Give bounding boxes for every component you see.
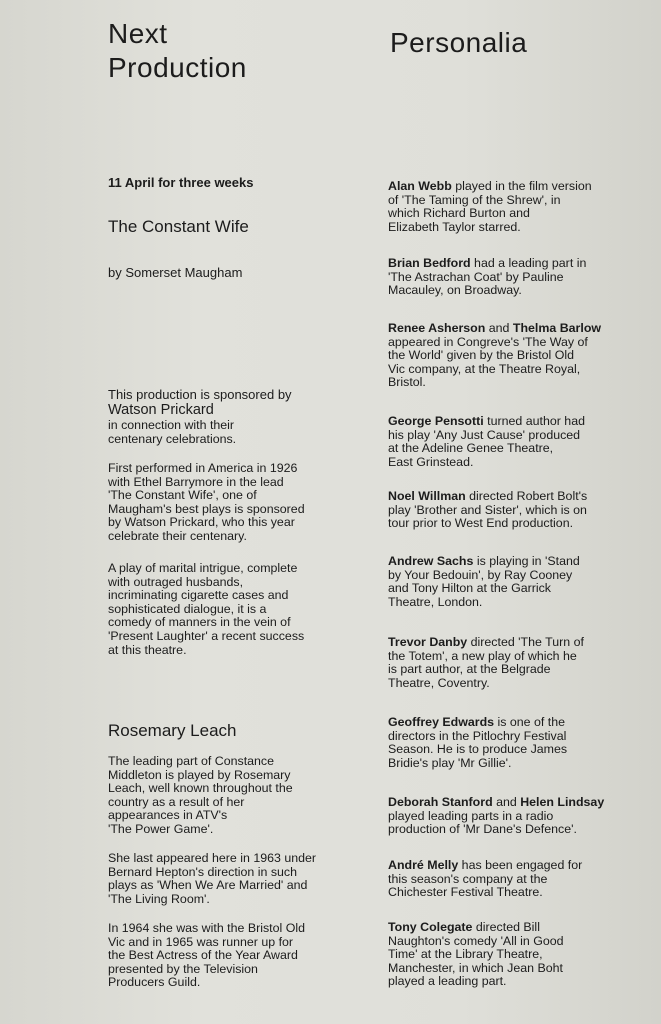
sponsor-intro: This production is sponsored by (108, 387, 292, 402)
entry-text: turned author had his play 'Any Just Cause' produced at the Adeline Genee Theatre, East Grinstead. (388, 414, 585, 469)
next-production-heading (108, 17, 247, 85)
entry-text: appeared in Congreve's 'The Way of the World' given by the Bristol Old Vic company, at the Theatre Royal, Bristol. (388, 334, 588, 390)
person-name-2: Thelma Barlow (512, 321, 602, 335)
entry-text: directed 'The Turn of the Totem', a new play of which he is part author, at the Belgrade Theatre, Coventry. (388, 635, 584, 690)
entry-joiner: and (485, 321, 513, 335)
rosemary-paragraph-3: In 1964 she was with the Bristol Old Vic and in 1965 was runner up for the Best Actress of the Year Award presented by the Television Producers Guild. (108, 921, 305, 990)
playwright-byline: by Somerset Maugham (108, 265, 243, 280)
entry-text: had a leading part in 'The Astrachan Coat' by Pauline Macauley, on Broadway. (388, 256, 587, 298)
run-dates: 11 April for three weeks (108, 175, 254, 190)
entry-text: played leading parts in a radio production of 'Mr Dane's Defence'. (388, 808, 577, 837)
personalia-entry (388, 859, 653, 900)
heading-line-1: Next (108, 18, 168, 49)
rosemary-leach-heading: Rosemary Leach (108, 721, 237, 740)
person-name: Trevor Danby (388, 635, 468, 649)
personalia-heading: Personalia (390, 27, 528, 58)
personalia-entry (388, 921, 653, 989)
personalia-entry (388, 180, 653, 234)
personalia-entry (388, 555, 653, 609)
person-name: Tony Colegate (388, 920, 473, 934)
person-name: Renee Asherson (388, 321, 486, 335)
rosemary-paragraph-2: She last appeared here in 1963 under Bernard Hepton's direction in such plays as 'When We Are Married' and 'The Living Room'. (108, 851, 317, 906)
person-name-2: Helen Lindsay (520, 795, 605, 809)
entry-text: played in the film version of 'The Taming of the Shrew', in which Richard Burton and Elizabeth Taylor starred. (388, 179, 592, 234)
person-name: Brian Bedford (388, 256, 471, 270)
person-name: André Melly (388, 858, 459, 872)
rosemary-paragraph-1: The leading part of Constance Middleton is played by Rosemary Leach, well known throughout the country as a result of her appearances in ATV's 'The Power Game'. (108, 754, 293, 836)
first-performed-paragraph: First performed in America in 1926 with Ethel Barrymore in the lead 'The Constant Wife', one of Maugham's best plays is sponsored by Watson Prickard, who this year celebrate their centenary. (108, 461, 305, 543)
play-description-paragraph: A play of marital intrigue, complete with outraged husbands, incriminating cigarette cases and sophisticated dialogue, it is a comedy of manners in the vein of 'Present Laughter' a recent success at this theatre. (108, 561, 305, 657)
sponsor-notice (108, 387, 368, 446)
person-name: Alan Webb (388, 179, 452, 193)
personalia-entry (388, 257, 653, 298)
personalia-entry (388, 415, 653, 469)
personalia-entry (388, 322, 653, 390)
play-title: The Constant Wife (108, 217, 249, 236)
sponsor-name: Watson Prickard (108, 402, 214, 418)
sponsor-outro: in connection with their centenary celebrations. (108, 418, 237, 446)
personalia-entry (388, 636, 653, 690)
personalia-entry (388, 490, 653, 531)
personalia-entry (388, 716, 653, 770)
entry-joiner: and (492, 795, 521, 809)
personalia-entry (388, 796, 653, 837)
entry-text: directed Bill Naughton's comedy 'All in Good Time' at the Library Theatre, Manchester, in which Jean Boht played a leading part. (388, 920, 564, 989)
person-name: Deborah Stanford (388, 795, 493, 809)
entry-text: directed Robert Bolt's play 'Brother and Sister', which is on tour prior to West End production. (388, 489, 588, 531)
entry-text: is playing in 'Stand by Your Bedouin', by Ray Cooney and Tony Hilton at the Garrick Theatre, London. (388, 554, 580, 609)
entry-text: has been engaged for this season's company at the Chichester Festival Theatre. (388, 858, 583, 900)
heading-line-2: Production (108, 52, 247, 83)
person-name: Geoffrey Edwards (388, 715, 495, 729)
entry-text: is one of the directors in the Pitlochry Festival Season. He is to produce James Bridie's play 'Mr Gillie'. (388, 715, 568, 770)
person-name: Andrew Sachs (388, 554, 474, 568)
person-name: George Pensotti (388, 414, 484, 428)
person-name: Noel Willman (388, 489, 466, 503)
